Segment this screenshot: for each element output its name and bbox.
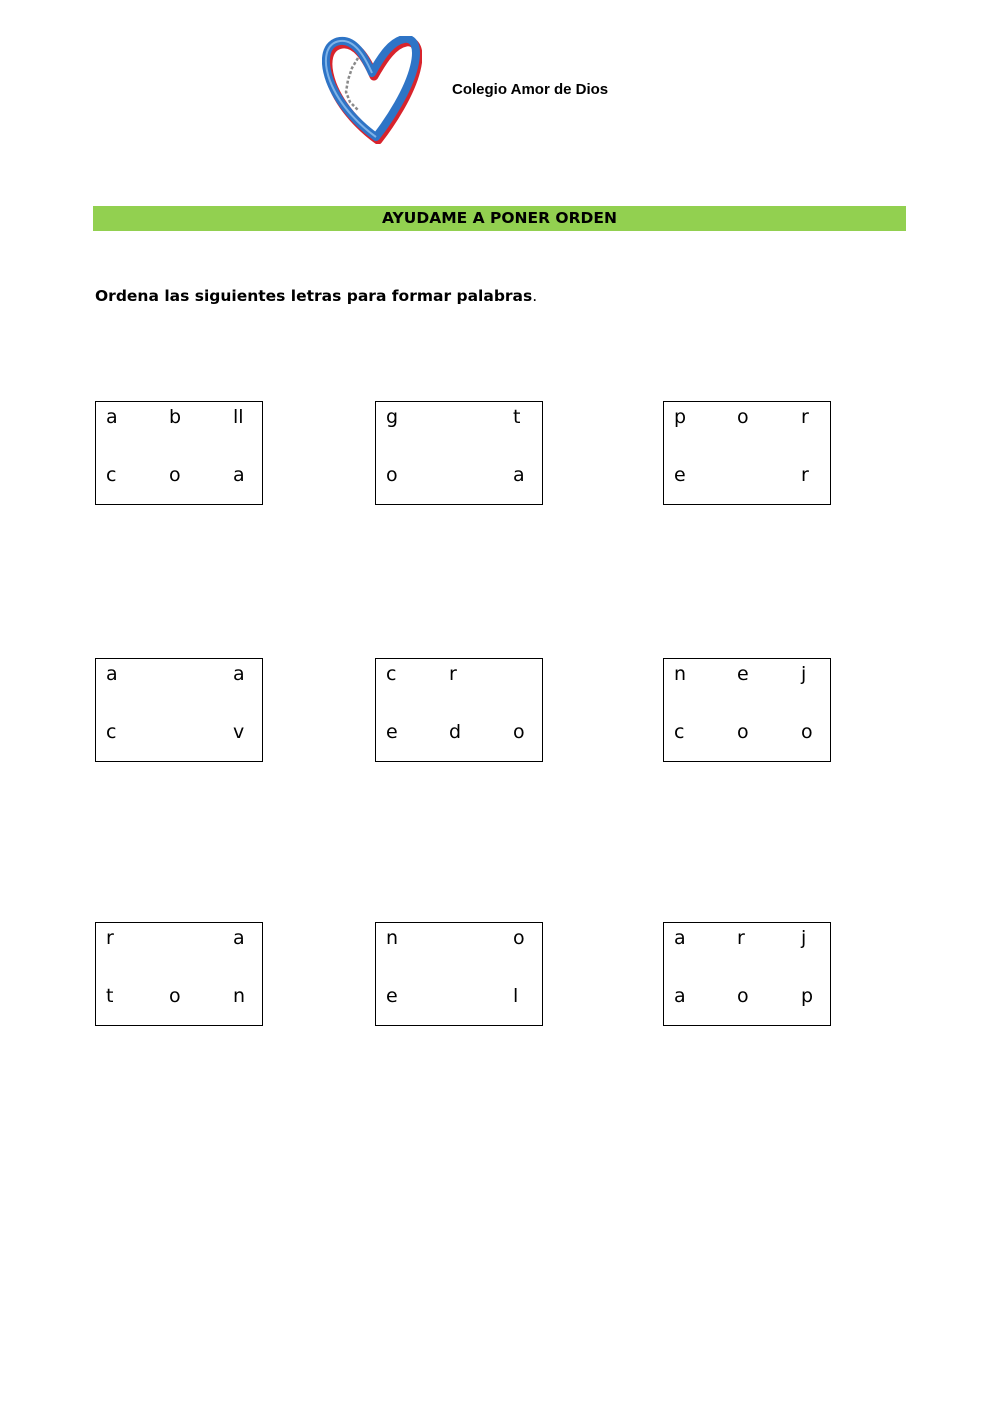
scrambled-letter: o bbox=[513, 721, 525, 743]
scrambled-letter: e bbox=[674, 464, 686, 486]
scrambled-letter: j bbox=[801, 663, 807, 685]
scrambled-letter: o bbox=[513, 927, 525, 949]
scrambled-letter: p bbox=[674, 406, 687, 428]
scrambled-letter: c bbox=[106, 464, 117, 486]
scrambled-letter: r bbox=[106, 927, 114, 949]
scrambled-letter: a bbox=[106, 663, 118, 685]
letter-box bbox=[375, 401, 543, 505]
scrambled-letter: o bbox=[737, 985, 749, 1007]
scrambled-letter: a bbox=[106, 406, 118, 428]
scrambled-letter: e bbox=[737, 663, 749, 685]
instruction-body: Ordena las siguientes letras para formar palabras bbox=[95, 287, 533, 305]
letter-box bbox=[663, 658, 831, 762]
letter-box bbox=[375, 658, 543, 762]
scrambled-letter: b bbox=[169, 406, 182, 428]
scrambled-letter: t bbox=[106, 985, 114, 1007]
scrambled-letter: o bbox=[169, 464, 181, 486]
scrambled-letter: a bbox=[513, 464, 525, 486]
scrambled-letter: l bbox=[513, 985, 519, 1007]
scrambled-letter: o bbox=[801, 721, 813, 743]
scrambled-letter: c bbox=[106, 721, 117, 743]
scrambled-letter: ll bbox=[233, 406, 244, 428]
scrambled-letter: o bbox=[737, 406, 749, 428]
scrambled-letter: n bbox=[674, 663, 687, 685]
scrambled-letter: a bbox=[233, 927, 245, 949]
scrambled-letter: r bbox=[801, 406, 809, 428]
scrambled-letter: o bbox=[737, 721, 749, 743]
letter-box bbox=[95, 401, 263, 505]
scrambled-letter: p bbox=[801, 985, 814, 1007]
letter-box bbox=[375, 922, 543, 1026]
scrambled-letter: a bbox=[674, 927, 686, 949]
scrambled-letter: o bbox=[386, 464, 398, 486]
scrambled-letter: a bbox=[233, 663, 245, 685]
scrambled-letter: v bbox=[233, 721, 245, 743]
letter-box bbox=[663, 401, 831, 505]
scrambled-letter: r bbox=[801, 464, 809, 486]
scrambled-letter: a bbox=[674, 985, 686, 1007]
letter-box bbox=[95, 658, 263, 762]
scrambled-letter: e bbox=[386, 985, 398, 1007]
scrambled-letter: n bbox=[386, 927, 399, 949]
letter-box bbox=[663, 922, 831, 1026]
scrambled-letter: c bbox=[386, 663, 397, 685]
scrambled-letter: j bbox=[801, 927, 807, 949]
scrambled-letter: g bbox=[386, 406, 399, 428]
scrambled-letter: r bbox=[449, 663, 457, 685]
school-name: Colegio Amor de Dios bbox=[452, 81, 609, 98]
heart-ribbon-logo bbox=[322, 36, 422, 144]
instruction-period: . bbox=[532, 287, 538, 305]
scrambled-letter: e bbox=[386, 721, 398, 743]
worksheet-title: AYUDAME A PONER ORDEN bbox=[93, 206, 906, 231]
scrambled-letter: t bbox=[513, 406, 521, 428]
scrambled-letter: d bbox=[449, 721, 462, 743]
scrambled-letter: r bbox=[737, 927, 745, 949]
instruction-text bbox=[95, 287, 537, 305]
scrambled-letter: n bbox=[233, 985, 246, 1007]
scrambled-letter: a bbox=[233, 464, 245, 486]
scrambled-letter: o bbox=[169, 985, 181, 1007]
scrambled-letter: c bbox=[674, 721, 685, 743]
letter-box bbox=[95, 922, 263, 1026]
